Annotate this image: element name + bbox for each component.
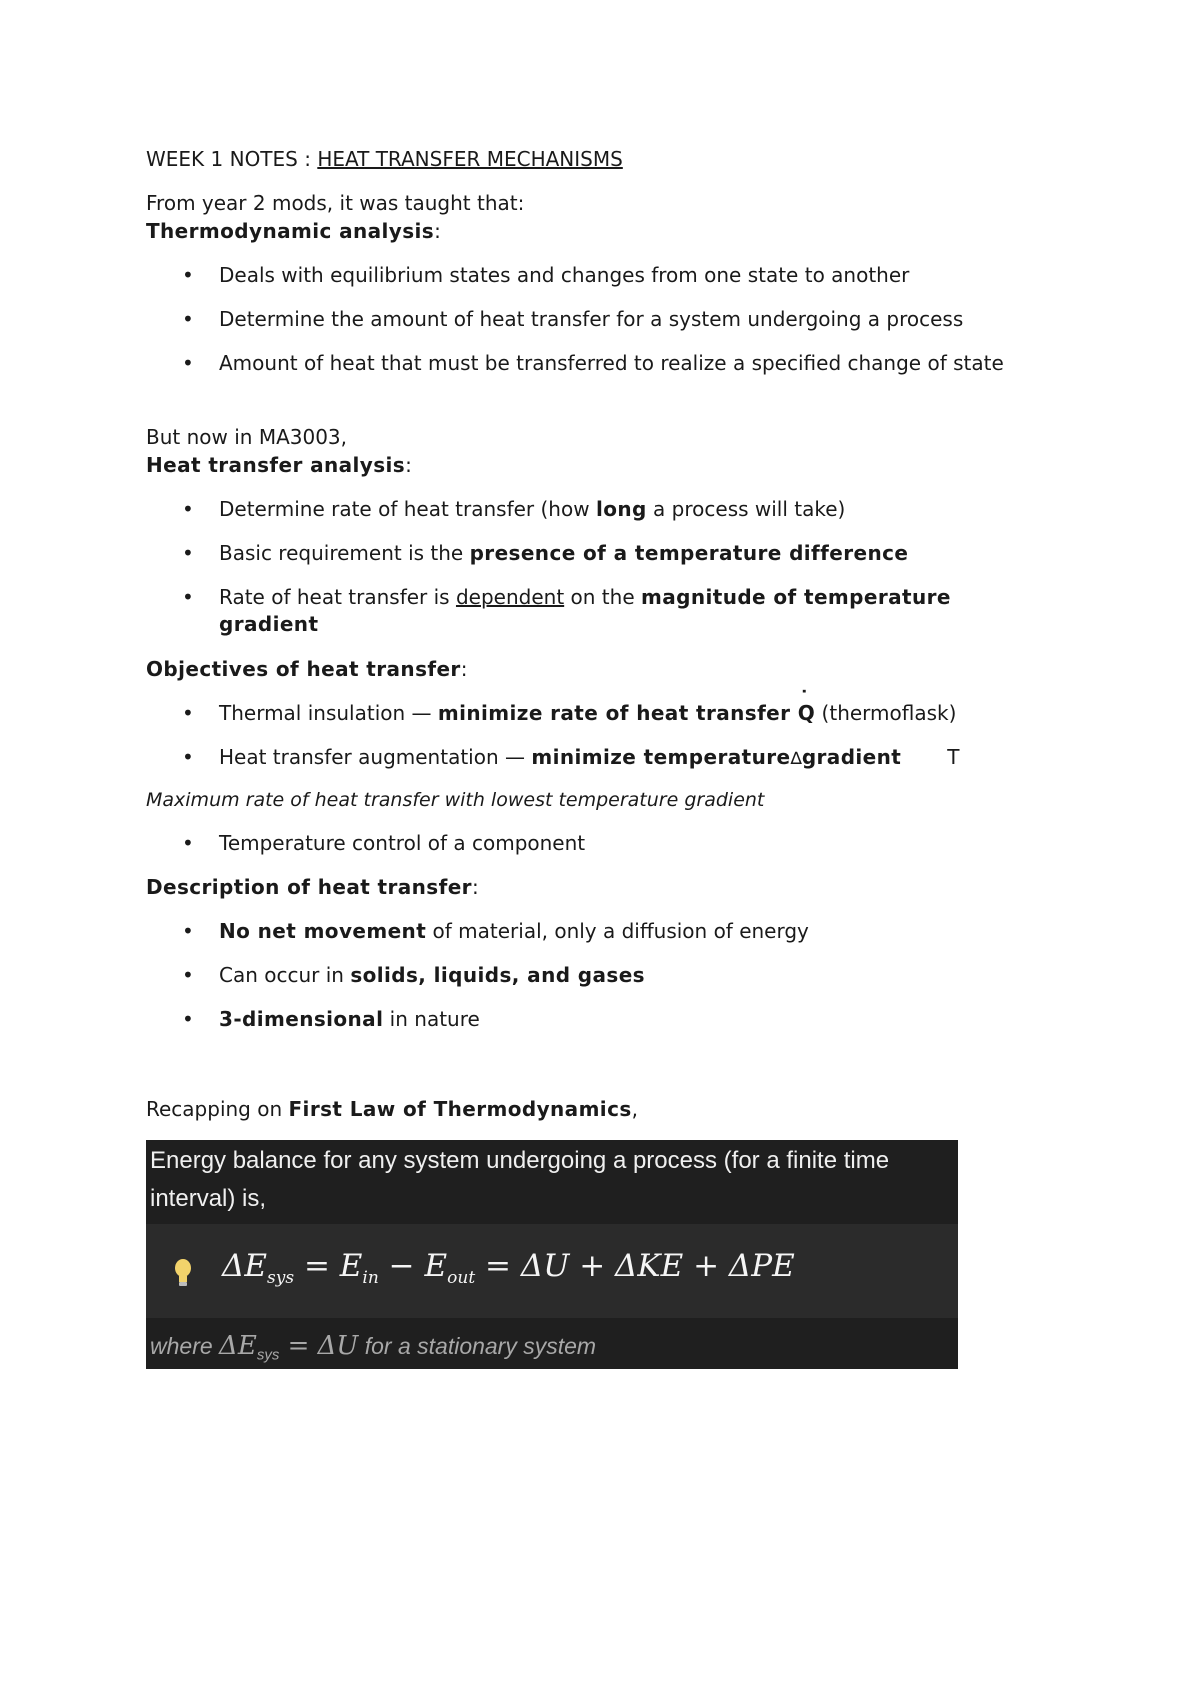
list-item: • Heat transfer augmentation — minimize temperature∆gradient T: [146, 744, 1046, 773]
q-dot-symbol: ˙ Q: [798, 701, 815, 725]
lightbulb-icon: [174, 1258, 192, 1288]
title-underlined: HEAT TRANSFER MECHANISMS: [317, 147, 623, 171]
list-item: • Deals with equilibrium states and changes from one state to another: [146, 262, 1046, 289]
energy-balance-image: [146, 1140, 958, 1369]
description-heading: Description of heat transfer:: [146, 875, 479, 899]
heat-heading: Heat transfer analysis:: [146, 453, 412, 477]
heat-list: [146, 496, 1046, 638]
list-item: • Temperature control of a component: [146, 830, 1046, 857]
list-item: • 3-dimensional in nature: [146, 1006, 1046, 1033]
page-title: WEEK 1 NOTES : HEAT TRANSFER MECHANISMS: [146, 147, 623, 171]
objectives-list-2: [146, 830, 1046, 857]
thermo-list: [146, 262, 1046, 377]
box-header: Energy balance for any system undergoing a process (for a finite time interval) is,: [150, 1147, 890, 1212]
list-item: • Determine the amount of heat transfer for a system undergoing a process: [146, 306, 1046, 333]
description-list: [146, 918, 1046, 1033]
objectives-list: [146, 700, 1046, 773]
delta-symbol: ∆: [790, 749, 802, 769]
list-item: • No net movement of material, only a diffusion of energy: [146, 918, 1046, 945]
recap-text: Recapping on First Law of Thermodynamics,: [146, 1097, 638, 1121]
list-item: • Amount of heat that must be transferred to realize a specified change of state: [146, 350, 1009, 377]
list-item: • Rate of heat transfer is dependent on the magnitude of temperature gradient: [146, 584, 1019, 638]
list-item: • Determine rate of heat transfer (how long a process will take): [146, 496, 1046, 523]
objectives-note: Maximum rate of heat transfer with lowest temperature gradient: [146, 789, 765, 811]
intro-text: From year 2 mods, it was taught that:: [146, 191, 525, 215]
list-item: • Thermal insulation — minimize rate of heat transfer ˙ Q (thermoflask): [146, 700, 1046, 727]
list-item: • Basic requirement is the presence of a temperature difference: [146, 540, 1046, 567]
objectives-heading: Objectives of heat transfer:: [146, 657, 468, 681]
box-footer: where $\Delta E_{sys} = \Delta U$ for a stationary system: [150, 1331, 597, 1364]
thermo-heading: Thermodynamic analysis:: [146, 219, 441, 243]
equation-band: [146, 1224, 958, 1318]
energy-equation: $\Delta E_{sys} = E_{in} - E_{out} = \Delta U + \Delta KE + \Delta PE$: [222, 1248, 795, 1289]
but-now-text: But now in MA3003,: [146, 425, 348, 449]
list-item: • Can occur in solids, liquids, and gases: [146, 962, 1046, 989]
t-symbol: T: [947, 745, 960, 769]
